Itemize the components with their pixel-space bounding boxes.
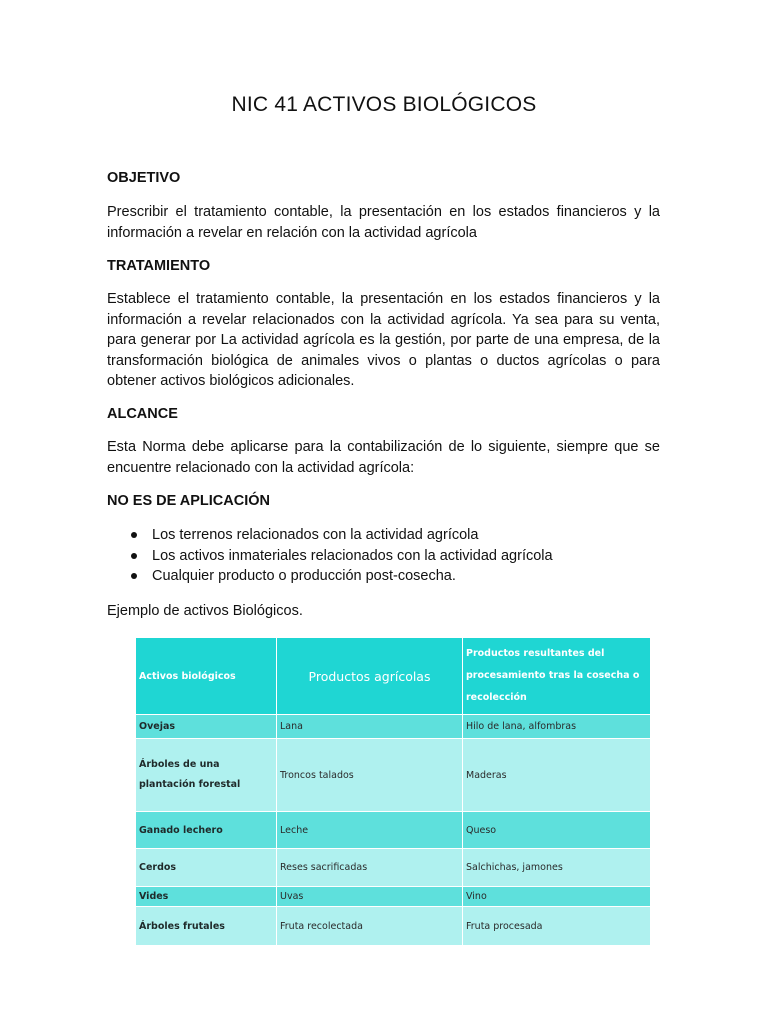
- table-row: [136, 715, 651, 739]
- table-cell: Fruta procesada: [463, 907, 651, 946]
- table-cell: Ganado lechero: [136, 812, 277, 849]
- table-cell: Maderas: [463, 739, 651, 812]
- document-title: NIC 41 ACTIVOS BIOLÓGICOS: [231, 93, 537, 116]
- table-row: [136, 739, 651, 812]
- header-productos: Productos agrícolas: [277, 638, 463, 715]
- table-row: [136, 887, 651, 907]
- table-cell: Vino: [463, 887, 651, 907]
- table-row: [136, 907, 651, 946]
- table-header-row: [136, 638, 651, 715]
- ejemplo-caption: Ejemplo de activos Biológicos.: [107, 603, 303, 619]
- table-row: [136, 849, 651, 887]
- table-cell: Troncos talados: [277, 739, 463, 812]
- table-cell: Uvas: [277, 887, 463, 907]
- list-item: Los terrenos relacionados con la actividad agrícola: [107, 525, 553, 546]
- table-cell: Lana: [277, 715, 463, 739]
- table-cell: Fruta recolectada: [277, 907, 463, 946]
- table-cell: Cerdos: [136, 849, 277, 887]
- table-cell: Árboles frutales: [136, 907, 277, 946]
- table-cell: Reses sacrificadas: [277, 849, 463, 887]
- table-cell: Ovejas: [136, 715, 277, 739]
- heading-tratamiento: TRATAMIENTO: [107, 258, 211, 274]
- table-cell: Queso: [463, 812, 651, 849]
- table-cell: Leche: [277, 812, 463, 849]
- heading-alcance: ALCANCE: [107, 406, 178, 422]
- list-item: Cualquier producto o producción post-cosecha.: [107, 566, 553, 587]
- table-row: [136, 812, 651, 849]
- heading-objetivo: OBJETIVO: [107, 170, 181, 186]
- heading-no-aplicacion: NO ES DE APLICACIÓN: [107, 493, 271, 509]
- biological-assets-table: [135, 637, 651, 946]
- table-cell: Salchichas, jamones: [463, 849, 651, 887]
- no-aplicacion-list: [107, 525, 553, 587]
- table-cell: Vides: [136, 887, 277, 907]
- header-activos: Activos biológicos: [136, 638, 277, 715]
- paragraph-alcance: Esta Norma debe aplicarse para la contabilización de lo siguiente, siempre que se encuentre relacionado con la actividad agrícola:: [107, 439, 660, 476]
- header-resultantes: Productos resultantes del procesamiento tras la cosecha o recolección: [463, 638, 651, 715]
- table-cell: Hilo de lana, alfombras: [463, 715, 651, 739]
- paragraph-tratamiento: Establece el tratamiento contable, la presentación en los estados financieros y la información a revelar relacionados con la actividad agrícola. Ya sea para su venta, para generar por La actividad agrícola es la gestión, por parte de una empresa, de la transformación biológica de animales vivos o plantas o ductos agrícolas o para obtener activos biológicos adicionales.: [107, 291, 660, 389]
- paragraph-objetivo: Prescribir el tratamiento contable, la presentación en los estados financieros y la información a revelar en relación con la actividad agrícola: [107, 204, 660, 241]
- list-item: Los activos inmateriales relacionados con la actividad agrícola: [107, 546, 553, 567]
- table-cell: Árboles de una plantación forestal: [136, 739, 277, 812]
